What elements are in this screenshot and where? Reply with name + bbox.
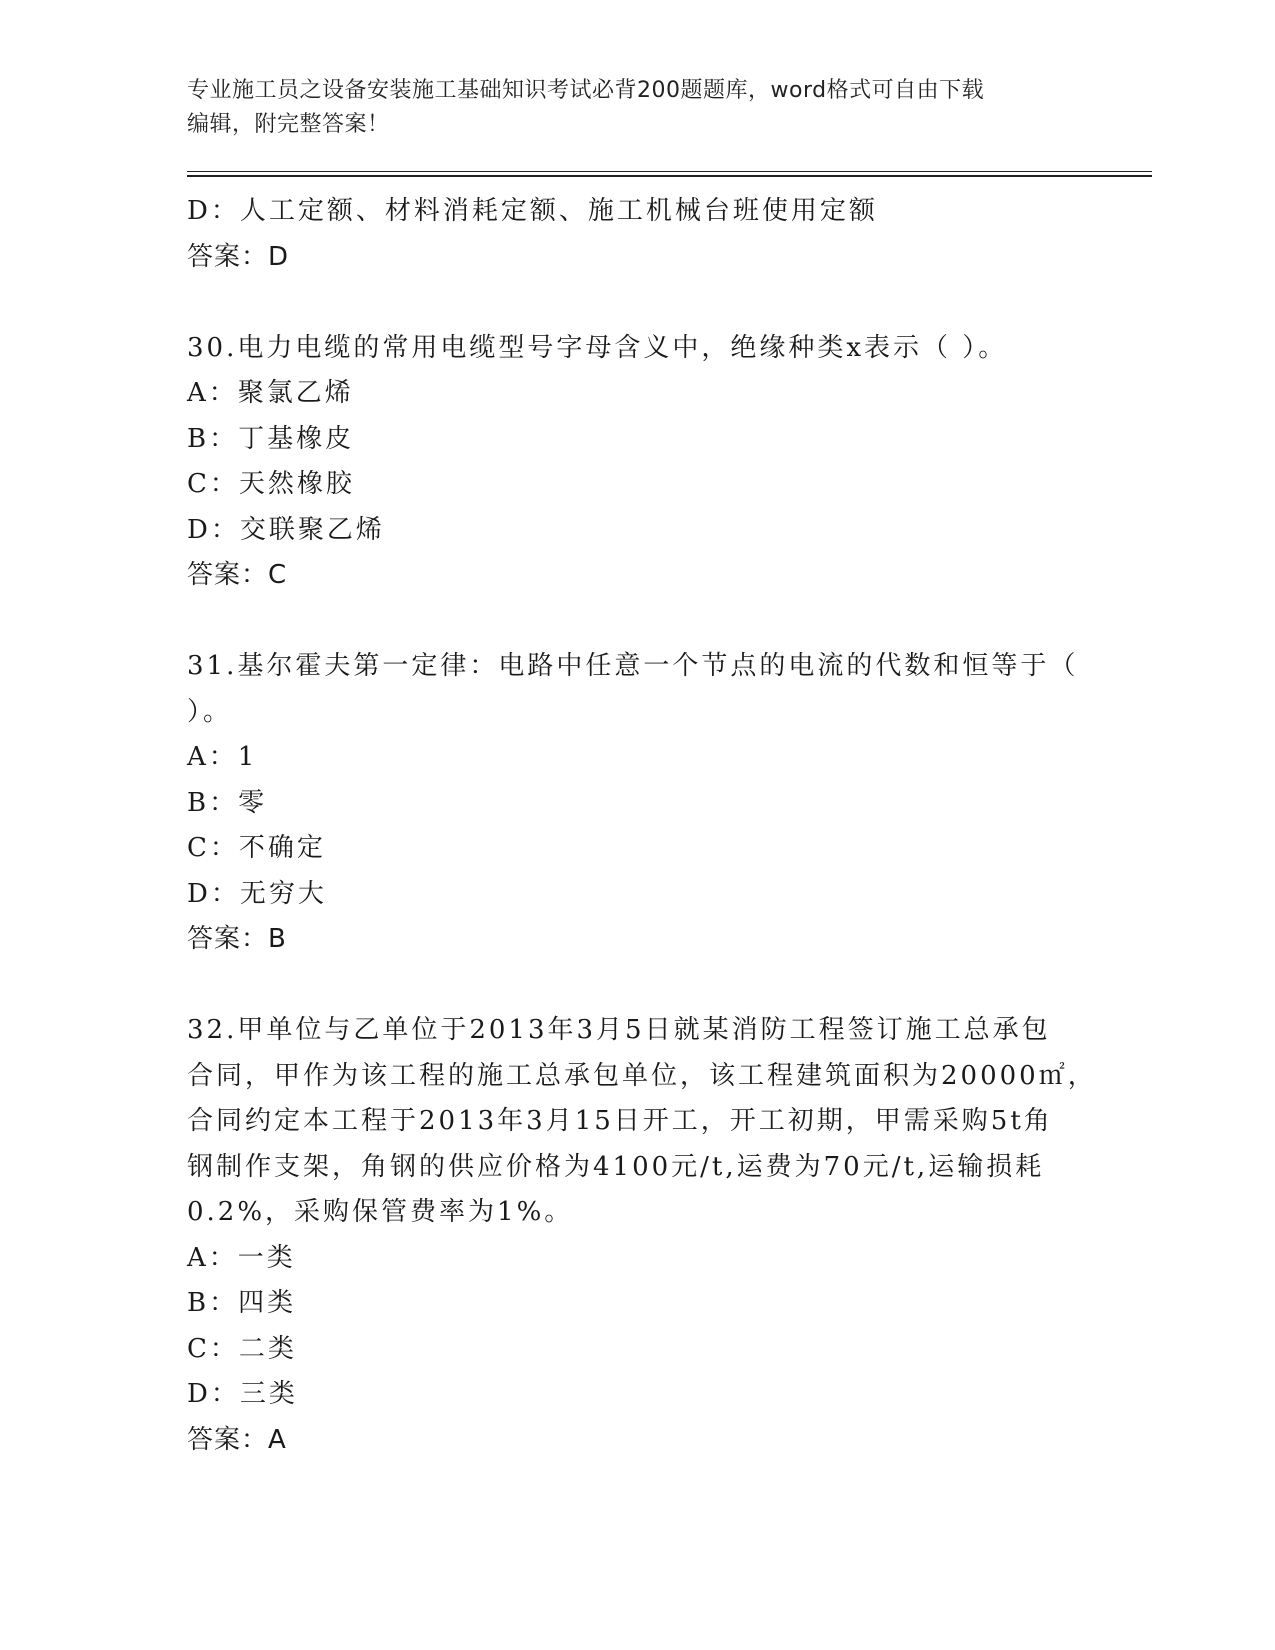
question-text: 合同约定本工程于2013年3月15日开工，开工初期，甲需采购5t角 bbox=[187, 1106, 1053, 1136]
option-b: B：四类 bbox=[187, 1288, 297, 1318]
question-block bbox=[187, 1008, 1097, 1463]
spacer bbox=[187, 599, 1067, 645]
option-c: C：二类 bbox=[187, 1333, 297, 1364]
question-text: 0.2%，采购保管费率为1%。 bbox=[187, 1197, 574, 1227]
question-content bbox=[187, 189, 1097, 1463]
option-b: B：零 bbox=[187, 787, 268, 818]
spacer bbox=[187, 280, 1067, 326]
option-a: A：一类 bbox=[187, 1242, 296, 1273]
option-c: C：不确定 bbox=[187, 833, 326, 863]
option-c: C：天然橡胶 bbox=[187, 469, 355, 499]
spacer bbox=[187, 963, 1067, 1009]
option-d: D：交联聚乙烯 bbox=[187, 514, 385, 545]
header-divider-thin bbox=[187, 171, 1152, 172]
header-divider-thick bbox=[187, 175, 1152, 177]
question-text: 31.基尔霍夫第一定律：电路中任意一个节点的电流的代数和恒等于（ bbox=[187, 651, 1079, 681]
answer-label: 答案：C bbox=[187, 560, 288, 590]
option-d: D：无穷大 bbox=[187, 878, 327, 909]
option-d: D：人工定额、材料消耗定额、施工机械台班使用定额 bbox=[187, 196, 878, 226]
question-block bbox=[187, 644, 1079, 963]
option-a: A：1 bbox=[187, 742, 258, 772]
question-text: 钢制作支架，角钢的供应价格为4100元/t,运费为70元/t,运输损耗 bbox=[187, 1151, 1045, 1182]
header-line-1: 专业施工员之设备安装施工基础知识考试必背200题题库，word格式可自由下载 bbox=[187, 78, 985, 103]
answer-label: 答案：A bbox=[187, 1424, 287, 1455]
question-text: ）。 bbox=[187, 696, 233, 727]
question-block bbox=[187, 326, 1067, 599]
header-line-2: 编辑，附完整答案！ bbox=[187, 112, 390, 137]
answer-label: 答案：D bbox=[187, 241, 290, 272]
answer-label: 答案：B bbox=[187, 924, 287, 954]
question-text: 合同，甲作为该工程的施工总承包单位，该工程建筑面积为20000㎡， bbox=[187, 1060, 1097, 1091]
option-b: B：丁基橡皮 bbox=[187, 423, 355, 454]
question-text: 32.甲单位与乙单位于2013年3月5日就某消防工程签订施工总承包 bbox=[187, 1015, 1051, 1045]
option-a: A：聚氯乙烯 bbox=[187, 378, 354, 408]
document-header bbox=[187, 74, 1067, 142]
question-text: 30.电力电缆的常用电缆型号字母含义中，绝缘种类x表示（ ）。 bbox=[187, 332, 1008, 363]
option-d: D：三类 bbox=[187, 1379, 298, 1409]
